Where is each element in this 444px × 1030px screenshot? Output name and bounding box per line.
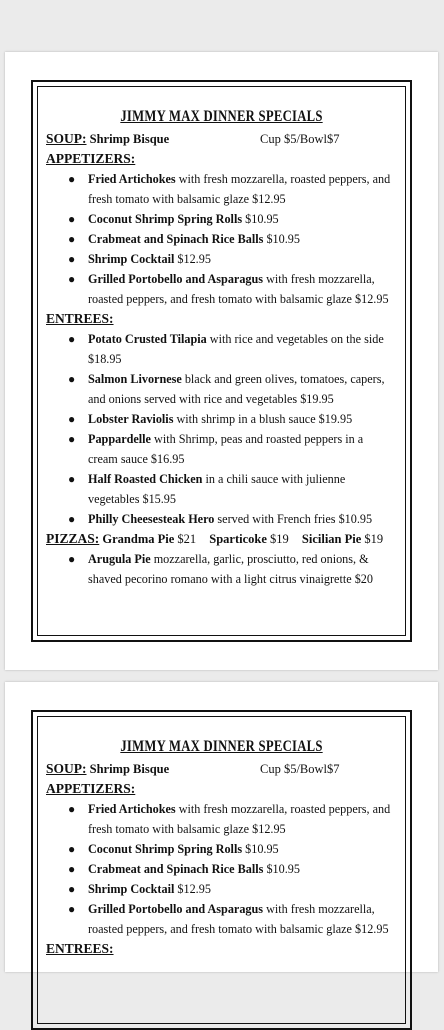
pizzas-row: PIZZAS: Grandma Pie $21 Sparticoke $19 Sicilian Pie $19 xyxy=(46,531,384,546)
menu-border xyxy=(31,710,412,1030)
bullet-icon: ● xyxy=(68,252,76,266)
list-item: ● Shrimp Cocktail $12.95 xyxy=(46,879,397,899)
soup-name: Shrimp Bisque xyxy=(89,762,170,776)
list-item: ● Lobster Raviolis with shrimp in a blush sauce $19.95 xyxy=(46,409,397,429)
bullet-icon: ● xyxy=(68,552,76,566)
bullet-icon: ● xyxy=(68,862,76,876)
list-item: ● Potato Crusted Tilapia with rice and vegetables on the side $18.95 xyxy=(46,329,397,369)
bullet-icon: ● xyxy=(68,332,76,346)
bullet-icon: ● xyxy=(68,882,76,896)
list-item: ● Coconut Shrimp Spring Rolls $10.95 xyxy=(46,209,397,229)
appetizers-heading: APPETIZERS: xyxy=(46,781,136,796)
list-item: ● Half Roasted Chicken in a chili sauce with julienne vegetables $15.95 xyxy=(46,469,397,509)
soup-name: Shrimp Bisque xyxy=(89,132,170,146)
entrees-list xyxy=(46,329,397,529)
entrees-heading: ENTREES: xyxy=(46,311,114,326)
list-item: ● Arugula Pie mozzarella, garlic, prosciutto, red onions, & shaved pecorino romano with a light citrus vinaigrette $20 xyxy=(46,549,397,589)
soup-price: Cup $5/Bowl$7 xyxy=(260,132,340,146)
soup-row xyxy=(46,129,397,149)
list-item: ● Fried Artichokes with fresh mozzarella, roasted peppers, and fresh tomato with balsamic glaze $12.95 xyxy=(46,169,397,209)
bullet-icon: ● xyxy=(68,172,76,186)
soup-row xyxy=(46,759,397,779)
menu-page-2 xyxy=(5,682,438,972)
list-item: ● Pappardelle with Shrimp, peas and roasted peppers in a cream sauce $16.95 xyxy=(46,429,397,469)
appetizers-list xyxy=(46,799,397,939)
list-item: ● Crabmeat and Spinach Rice Balls $10.95 xyxy=(46,229,397,249)
bullet-icon: ● xyxy=(68,512,76,526)
list-item: ● Grilled Portobello and Asparagus with fresh mozzarella, roasted peppers, and fresh tomato with balsamic glaze $12.95 xyxy=(46,269,397,309)
bullet-icon: ● xyxy=(68,802,76,816)
list-item: ● Coconut Shrimp Spring Rolls $10.95 xyxy=(46,839,397,859)
appetizers-heading: APPETIZERS: xyxy=(46,151,136,166)
menu-content xyxy=(37,86,406,636)
list-item: ● Grilled Portobello and Asparagus with fresh mozzarella, roasted peppers, and fresh tomato with balsamic glaze $12.95 xyxy=(46,899,397,939)
list-item: ● Salmon Livornese black and green olives, tomatoes, capers, and onions served with rice and vegetables $19.95 xyxy=(46,369,397,409)
menu-title: JIMMY MAX DINNER SPECIALS xyxy=(120,738,323,755)
bullet-icon: ● xyxy=(68,842,76,856)
bullet-icon: ● xyxy=(68,472,76,486)
menu-page-1 xyxy=(5,52,438,670)
bullet-icon: ● xyxy=(68,232,76,246)
pizzas-label: PIZZAS: xyxy=(46,531,100,546)
bullet-icon: ● xyxy=(68,372,76,386)
menu-border xyxy=(31,80,412,642)
soup-label: SOUP: xyxy=(46,131,87,146)
bullet-icon: ● xyxy=(68,212,76,226)
soup-label: SOUP: xyxy=(46,761,87,776)
pizzas-list xyxy=(46,549,397,589)
bullet-icon: ● xyxy=(68,412,76,426)
entrees-heading: ENTREES: xyxy=(46,941,114,956)
list-item: ● Crabmeat and Spinach Rice Balls $10.95 xyxy=(46,859,397,879)
appetizers-list xyxy=(46,169,397,309)
bullet-icon: ● xyxy=(68,432,76,446)
soup-price: Cup $5/Bowl$7 xyxy=(260,762,340,776)
menu-title: JIMMY MAX DINNER SPECIALS xyxy=(120,108,323,125)
list-item: ● Fried Artichokes with fresh mozzarella, roasted peppers, and fresh tomato with balsamic glaze $12.95 xyxy=(46,799,397,839)
menu-content xyxy=(37,716,406,1024)
bullet-icon: ● xyxy=(68,902,76,916)
list-item: ● Philly Cheesesteak Hero served with French fries $10.95 xyxy=(46,509,397,529)
list-item: ● Shrimp Cocktail $12.95 xyxy=(46,249,397,269)
bullet-icon: ● xyxy=(68,272,76,286)
